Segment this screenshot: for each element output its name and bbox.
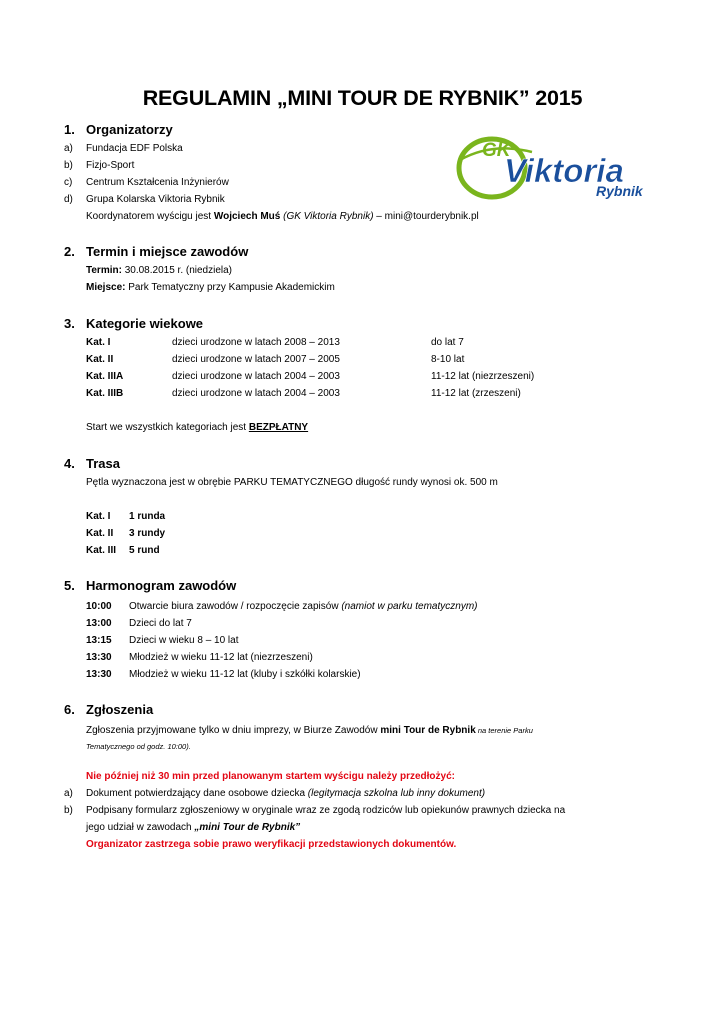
required-document-b: Podpisany formularz zgłoszeniowy w oryginale wraz ze zgodą rodziców lub opiekunów prawnych dziecka na xyxy=(86,805,566,816)
free-start-note: Start we wszystkich kategoriach jest BEZPŁATNY xyxy=(86,422,309,433)
section-title: Harmonogram zawodów xyxy=(86,578,237,593)
organizer-item: a) xyxy=(64,143,73,154)
section-title: Zgłoszenia xyxy=(86,702,154,717)
schedule-time: 10:00 xyxy=(86,601,112,612)
category-label: Kat. I xyxy=(86,337,111,348)
document-title: REGULAMIN „MINI TOUR DE RYBNIK” 2015 xyxy=(142,86,583,110)
verification-note: Organizator zastrzega sobie prawo weryfikacji przedstawionych dokumentów. xyxy=(86,839,457,850)
place-line: Miejsce: Park Tematyczny przy Kampusie Akademickim xyxy=(86,282,335,293)
category-age: 11-12 lat (niezrzeszeni) xyxy=(431,371,535,382)
route-category: Kat. I xyxy=(86,511,111,522)
section-title: Termin i miejsce zawodów xyxy=(86,244,249,259)
deadline-warning: Nie później niż 30 min przed planowanym startem wyścigu należy przedłożyć: xyxy=(86,771,455,782)
category-label: Kat. IIIB xyxy=(86,388,124,399)
date-line: Termin: 30.08.2015 r. (niedziela) xyxy=(86,265,233,276)
section-title: Kategorie wiekowe xyxy=(86,316,204,331)
category-desc: dzieci urodzone w latach 2008 – 2013 xyxy=(172,337,340,348)
section-title: Trasa xyxy=(86,456,120,471)
coordinator-line: Koordynatorem wyścigu jest Wojciech Muś (GK Viktoria Rybnik) – mini@tourderybnik.pl xyxy=(86,211,479,222)
schedule-time: 13:15 xyxy=(86,635,112,646)
registration-paragraph: Zgłoszenia przyjmowane tylko w dniu imprezy, w Biurze Zawodów mini Tour de Rybnik na terenie Parku xyxy=(86,725,533,736)
organizer-name: Grupa Kolarska Viktoria Rybnik xyxy=(86,194,225,205)
category-desc: dzieci urodzone w latach 2007 – 2005 xyxy=(172,354,340,365)
route-laps: 1 runda xyxy=(129,511,166,522)
organizer-name: Fundacja EDF Polska xyxy=(86,143,183,154)
category-age: 8-10 lat xyxy=(431,354,465,365)
organizer-item: c) xyxy=(64,177,73,188)
schedule-item: Młodzież w wieku 11-12 lat (kluby i szkółki kolarskie) xyxy=(129,669,361,680)
gk-viktoria-logo xyxy=(452,130,652,200)
section-number: 2. xyxy=(64,244,75,259)
organizer-item: d) xyxy=(64,194,73,205)
route-laps: 5 rund xyxy=(129,545,160,556)
registration-paragraph-cont: Tematycznego od godz. 10:00). xyxy=(86,742,191,751)
category-label: Kat. IIIA xyxy=(86,371,124,382)
section-title: Organizatorzy xyxy=(86,122,173,137)
section-number: 1. xyxy=(64,122,75,137)
route-category: Kat. II xyxy=(86,528,114,539)
list-letter: b) xyxy=(64,805,73,816)
schedule-time: 13:00 xyxy=(86,618,112,629)
category-desc: dzieci urodzone w latach 2004 – 2003 xyxy=(172,388,340,399)
schedule-time: 13:30 xyxy=(86,652,112,663)
category-desc: dzieci urodzone w latach 2004 – 2003 xyxy=(172,371,340,382)
section-number: 4. xyxy=(64,456,75,471)
required-document-a: Dokument potwierdzający dane osobowe dziecka (legitymacja szkolna lub inny dokument) xyxy=(86,788,486,799)
logo-main-text: Viktoria xyxy=(504,152,624,189)
category-label: Kat. II xyxy=(86,354,114,365)
organizer-item: b) xyxy=(64,160,73,171)
schedule-time: 13:30 xyxy=(86,669,112,680)
schedule-item: Dzieci w wieku 8 – 10 lat xyxy=(129,635,239,646)
logo-sub-text: Rybnik xyxy=(596,183,643,199)
logo-top-text: GK xyxy=(482,140,511,161)
section-number: 3. xyxy=(64,316,75,331)
route-category: Kat. III xyxy=(86,545,117,556)
section-number: 6. xyxy=(64,702,75,717)
organizer-name: Fizjo-Sport xyxy=(86,160,135,171)
required-document-b-cont: jego udział w zawodach „mini Tour de Rybnik” xyxy=(86,822,301,833)
route-description: Pętla wyznaczona jest w obrębie PARKU TEMATYCZNEGO długość rundy wynosi ok. 500 m xyxy=(86,477,498,488)
section-number: 5. xyxy=(64,578,75,593)
category-age: 11-12 lat (zrzeszeni) xyxy=(431,388,521,399)
category-age: do lat 7 xyxy=(431,337,464,348)
list-letter: a) xyxy=(64,788,73,799)
schedule-item: Dzieci do lat 7 xyxy=(129,618,192,629)
route-laps: 3 rundy xyxy=(129,528,166,539)
schedule-item: Otwarcie biura zawodów / rozpoczęcie zapisów (namiot w parku tematycznym) xyxy=(129,601,478,612)
schedule-item: Młodzież w wieku 11-12 lat (niezrzeszeni) xyxy=(129,652,313,663)
organizer-name: Centrum Kształcenia Inżynierów xyxy=(86,177,229,188)
